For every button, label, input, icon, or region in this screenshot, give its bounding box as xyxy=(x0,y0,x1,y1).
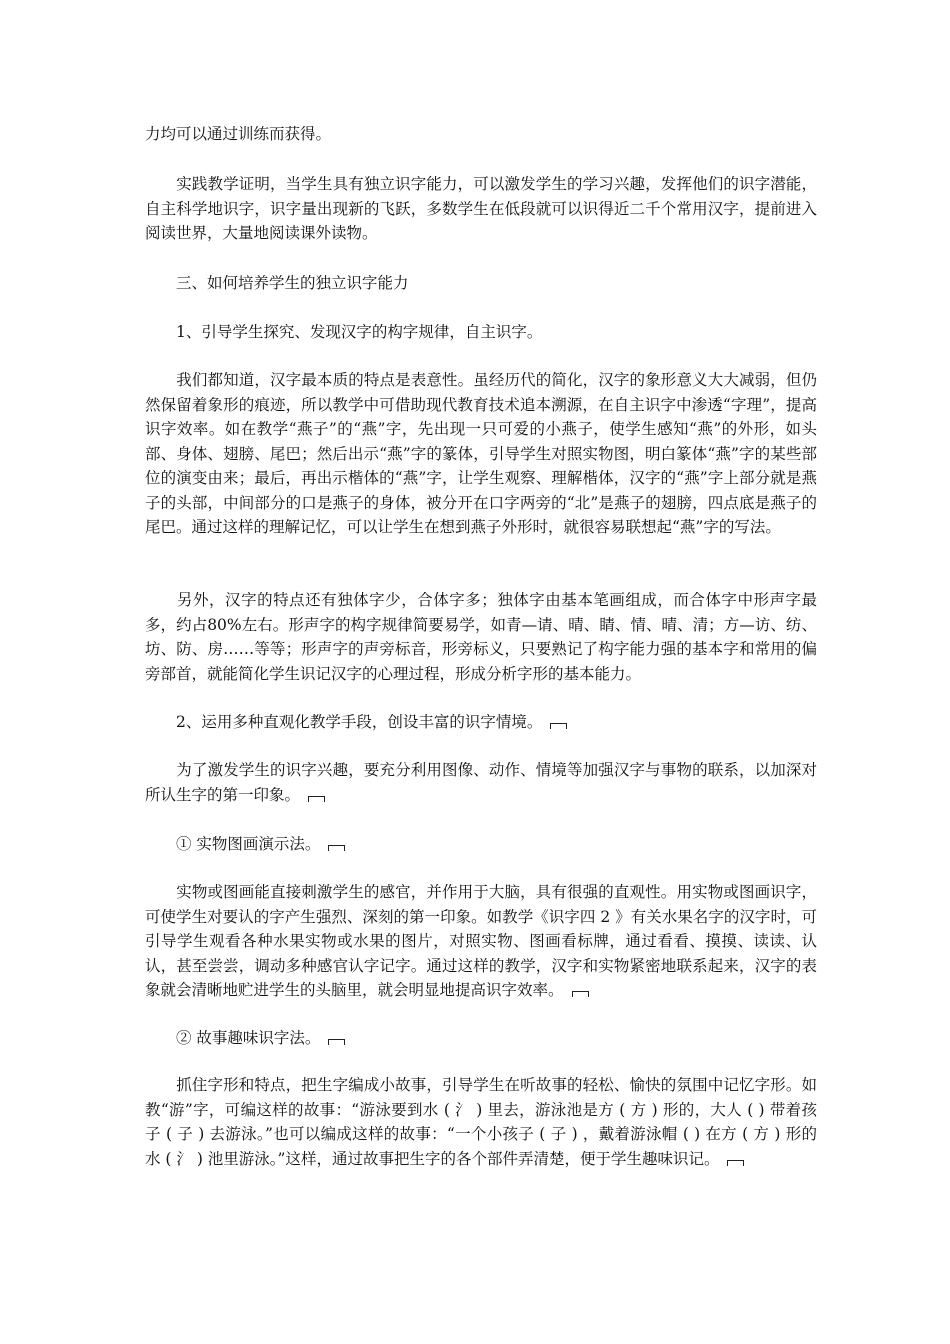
subheading-story-method xyxy=(145,1026,817,1051)
paragraph-text: 实物或图画能直接刺激学生的感官，并作用于大脑，具有很强的直观性。用实物或图画识字，可使学生对要认的字产生强烈、深刻的第一印象。如教学《识字四 2 》有关水果名字的汉字时，可引导学生观看各种水果实物或水果的图片，对照实物、图画看标牌，通过看看、摸摸、读读、认认，甚至尝尝，调动多种感官认字记字。通过这样的教学，汉字和实物紧密地联系起来，汉字的表象就会清晰地贮进学生的头脑里，就会明显地提高识字效率。 xyxy=(145,883,817,999)
paragraph-text: 为了激发学生的识字兴趣，要充分利用图像、动作、情境等加强汉字与事物的联系，以加深对所认生字的第一印象。 xyxy=(145,761,817,804)
paragraph-mark-icon xyxy=(328,845,345,851)
heading-text: 三、如何培养学生的独立识字能力 xyxy=(145,274,409,292)
paragraph-text: 另外，汉字的特点还有独体字少，合体字多；独体字由基本笔画组成，而合体字中形声字最多，约占80%左右。形声字的构字规律简要易学，如青—请、晴、睛、情、晴、清；方—访、纺、坊、防、房……等等；形声字的声旁标音，形旁标义，只要熟记了构字能力强的基本字和常用的偏旁部首，就能简化学生识记汉字的心理过程，形成分析字形的基本能力。 xyxy=(145,591,817,683)
subheading-2 xyxy=(145,710,817,735)
paragraph-mark-icon xyxy=(550,723,567,729)
paragraph-mark-icon xyxy=(572,991,589,997)
paragraph-mark-icon xyxy=(727,1160,744,1166)
paragraph-text: 实践教学证明，当学生具有独立识字能力，可以激发学生的学习兴趣，发挥他们的识字潜能，自主科学地识字，识字量出现新的飞跃，多数学生在低段就可以识得近二千个常用汉字，提前进入阅读世界，大量地阅读课外读物。 xyxy=(145,175,817,242)
paragraph-mark-icon xyxy=(308,796,325,802)
paragraph-text: 力均可以通过训练而获得。 xyxy=(145,125,332,143)
paragraph-object-demo xyxy=(145,880,817,1003)
subheading-object-demo xyxy=(145,832,817,857)
subheading-1 xyxy=(145,320,817,345)
heading-text: ① 实物图画演示法。 xyxy=(145,835,321,853)
paragraph-text: 我们都知道，汉字最本质的特点是表意性。虽经历代的简化，汉字的象形意义大大减弱，但仍然保留着象形的痕迹，所以教学中可借助现代教育技术追本溯源，在自主识字中渗透“字理”，提高识字效率。如在教学“燕子”的“燕”字，先出现一只可爱的小燕子，使学生感知“燕”的外形，如头部、身体、翅膀、尾巴；然后出示“燕”字的篆体，引导学生对照实物图，明白篆体“燕”字的某些部位的演变由来；最后，再出示楷体的“燕”字，让学生观察、理解楷体，汉字的“燕”字上部分就是燕子的头部，中间部分的口是燕子的身体，被分开在口字两旁的“北”是燕子的翅膀，四点底是燕子的尾巴。通过这样的理解记忆，可以让学生在想到燕子外形时，就很容易联想起“燕”字的写法。 xyxy=(145,371,817,536)
paragraph-mark-icon xyxy=(328,1039,345,1045)
paragraph-continuation xyxy=(145,122,817,147)
paragraph-practice-proof xyxy=(145,172,817,246)
paragraph-story-method xyxy=(145,1073,817,1171)
paragraph-text: 抓住字形和特点，把生字编成小故事，引导学生在听故事的轻松、愉快的氛围中记忆字形。如教“游”字，可编这样的故事：“游泳要到水 ( 氵 ) 里去，游泳池是方 ( 方 ) 形的，大人 ( ) 带着孩子 ( 子 ) 去游泳。”也可以编成这样的故事：“一个小孩子 ( 子 ) ，戴着游泳帽 ( ) 在方 ( 方 ) 形的水 ( 氵 ) 池里游泳。”这样，通过故事把生字的各个部件弄清楚，便于学生趣味识记。 xyxy=(145,1076,817,1168)
paragraph-phonetic-compounds xyxy=(145,588,817,686)
heading-text: 2、运用多种直观化教学手段，创设丰富的识字情境。 xyxy=(145,713,543,731)
paragraph-interest xyxy=(145,758,817,807)
heading-text: ② 故事趣味识字法。 xyxy=(145,1029,321,1047)
paragraph-character-meaning xyxy=(145,368,817,540)
heading-text: 1、引导学生探究、发现汉字的构字规律，自主识字。 xyxy=(145,323,543,341)
section-heading-3 xyxy=(145,271,817,296)
